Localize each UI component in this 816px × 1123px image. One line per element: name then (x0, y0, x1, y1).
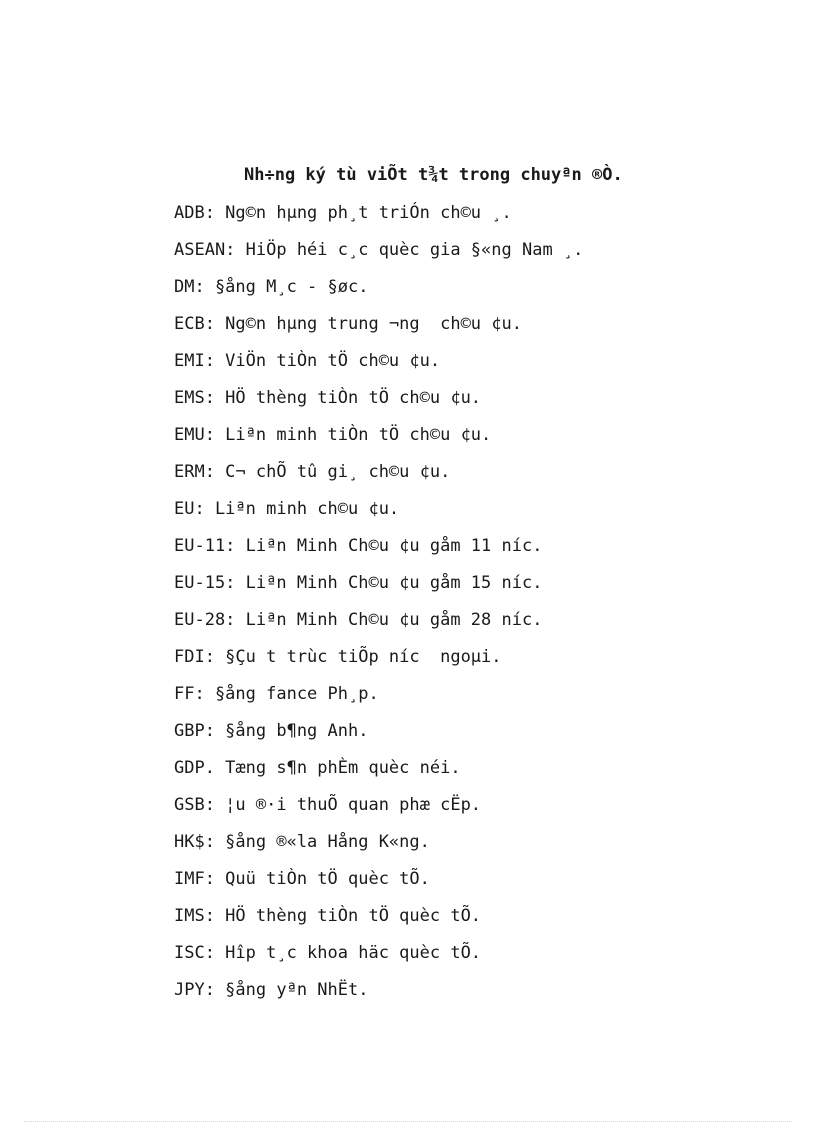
abbreviation-item-ecb: ECB: Ng©n hµng trung ¬ng ch©u ¢u. (174, 314, 522, 334)
abbreviation-item-eu-15: EU-15: Liªn Minh Ch©u ¢u gåm 15 níc. (174, 573, 543, 593)
abbreviation-item-ff: FF: §ång fance Ph¸p. (174, 684, 379, 704)
abbreviation-item-gbp: GBP: §ång b¶ng Anh. (174, 721, 369, 741)
abbreviation-item-fdi: FDI: §Çu t trùc tiÕp níc ngoµi. (174, 647, 502, 667)
abbreviation-item-ims: IMS: HÖ thèng tiÒn tÖ quèc tÕ. (174, 906, 482, 926)
abbreviation-item-jpy: JPY: §ång yªn NhËt. (174, 980, 369, 1000)
abbreviation-item-gdp: GDP. Tæng s¶n phÈm quèc néi. (174, 758, 461, 778)
abbreviation-item-erm: ERM: C¬ chÕ tû gi¸ ch©u ¢u. (174, 462, 451, 482)
abbreviation-item-dm: DM: §ång M¸c - §øc. (174, 277, 369, 297)
abbreviation-item-adb: ADB: Ng©n hµng ph¸t triÓn ch©u ¸. (174, 203, 512, 223)
abbreviation-item-isc: ISC: Hîp t¸c khoa häc quèc tÕ. (174, 943, 482, 963)
abbreviation-item-eu-11: EU-11: Liªn Minh Ch©u ¢u gåm 11 níc. (174, 536, 543, 556)
abbreviation-list (174, 202, 583, 1016)
abbreviation-item-asean: ASEAN: HiÖp héi c¸c quèc gia §«ng Nam ¸. (174, 240, 584, 260)
abbreviation-item-emu: EMU: Liªn minh tiÒn tÖ ch©u ¢u. (174, 425, 492, 445)
abbreviation-item-eu: EU: Liªn minh ch©u ¢u. (174, 499, 400, 519)
abbreviation-item-ems: EMS: HÖ thèng tiÒn tÖ ch©u ¢u. (174, 388, 482, 408)
abbreviation-item-eu-28: EU-28: Liªn Minh Ch©u ¢u gåm 28 níc. (174, 610, 543, 630)
document-title: Nh÷ng ký tù viÕt t¾t trong chuyªn ®Ò. (244, 165, 623, 185)
abbreviation-item-imf: IMF: Quü tiÒn tÖ quèc tÕ. (174, 869, 430, 889)
abbreviation-item-gsb: GSB: ¦u ®·i thuÕ quan phæ cËp. (174, 795, 482, 815)
abbreviation-item-hkd: HK$: §ång ®«la Hång K«ng. (174, 832, 430, 852)
abbreviation-item-emi: EMI: ViÖn tiÒn tÖ ch©u ¢u. (174, 351, 441, 371)
page-bottom-edge (24, 1121, 792, 1122)
